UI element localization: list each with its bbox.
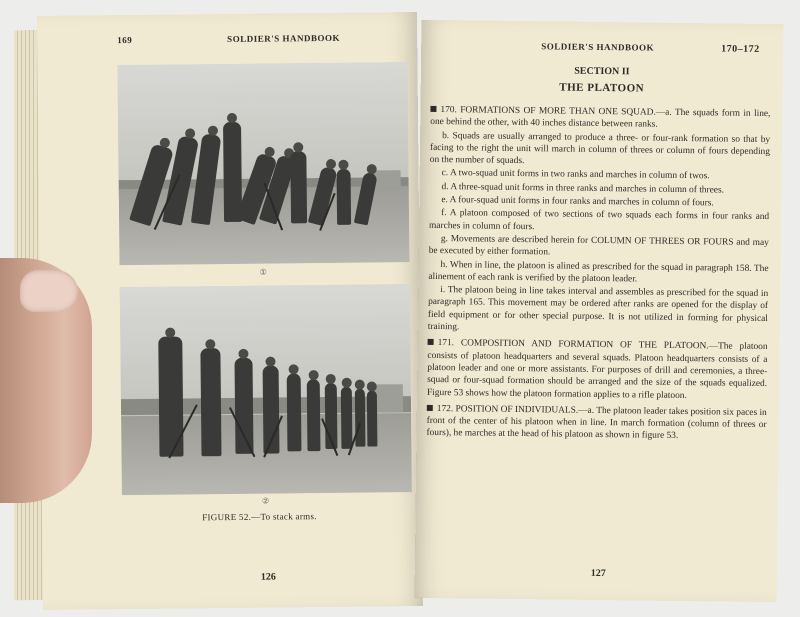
photo-1-number: ① xyxy=(259,267,267,277)
paragraph-171: 171. COMPOSITION AND FORMATION OF THE PLATOON.—The platoon consists of platoon headquarters and several squads. Platoon headquarters consists of a platoon leader and one or more assistants. For purposes of drill and ceremonies, a three-squad or four-squad formation should be arranged and the size of the squads equalized. Figure 53 shows how the platoon formation applies to a rifle platoon. xyxy=(426,338,768,401)
photo-stacked-arms xyxy=(120,284,412,495)
paragraph-170a: 170. FORMATIONS OF MORE THAN ONE SQUAD.—a. The squads form in line, one behind the other, with 40 inches distance between ranks. xyxy=(430,105,771,130)
right-page-header-title: SOLDIER'S HANDBOOK xyxy=(541,41,655,53)
paragraph-170g: g. Movements are described herein for COLUMN OF THREES OR FOURS and may be executed by either formation. xyxy=(428,234,769,258)
photo-stacking-arms xyxy=(117,62,409,265)
thumbnail xyxy=(20,270,78,312)
paragraph-170c: c. A two-squad unit forms in two ranks and marches in column of twos. xyxy=(441,168,710,182)
paragraph-170e: e. A four-squad unit forms in four ranks and marches in column of fours. xyxy=(441,195,714,209)
section-marker xyxy=(428,339,434,345)
section-label: SECTION II xyxy=(574,65,630,78)
figure-caption: FIGURE 52.—To stack arms. xyxy=(202,511,317,523)
paragraph-170f: f. A platoon composed of two sections of two squads each forms in four ranks and marches in column of fours. xyxy=(428,208,770,232)
right-page xyxy=(414,20,783,602)
left-page-header-title: SOLDIER'S HANDBOOK xyxy=(227,32,340,45)
paragraph-170i: i. The platoon being in line takes interval and assembles as prescribed for the squad in paragraph 165. This movement may be ordered after ranks are opened for the display of field equipment or for other special purpose. It is not utilized in forming for physical training. xyxy=(427,285,769,333)
left-page-header-number: 169 xyxy=(117,35,133,46)
left-page xyxy=(37,12,423,610)
paragraph-170b: b. Squads are usually arranged to produce a three- or four-rank formation so that by facing to the right the unit will march in column of threes or column of fours depending on the number of squads. xyxy=(429,130,771,167)
paragraph-172a: 172. POSITION OF INDIVIDUALS.—a. The platoon leader takes position six paces in front of the center of his platoon when in line. In march formation (column of threes or fours), he marches at the head of his platoon as shown in figure 53. xyxy=(426,403,767,442)
paragraph-170d: d. A three-squad unit forms in three ranks and marches in column of threes. xyxy=(441,181,725,196)
section-marker xyxy=(427,405,433,411)
photo-2-number: ② xyxy=(261,496,270,506)
body-text xyxy=(426,100,770,445)
right-page-number: 127 xyxy=(590,567,606,580)
section-marker xyxy=(430,106,436,112)
paragraph-170h: h. When in line, the platoon is alined as prescribed for the squad in paragraph 158. The alinement of each rank is verified by the platoon leader. xyxy=(428,259,769,285)
right-page-header-number: 170–172 xyxy=(721,43,760,55)
left-page-number: 126 xyxy=(260,571,276,583)
section-title: THE PLATOON xyxy=(559,81,645,95)
